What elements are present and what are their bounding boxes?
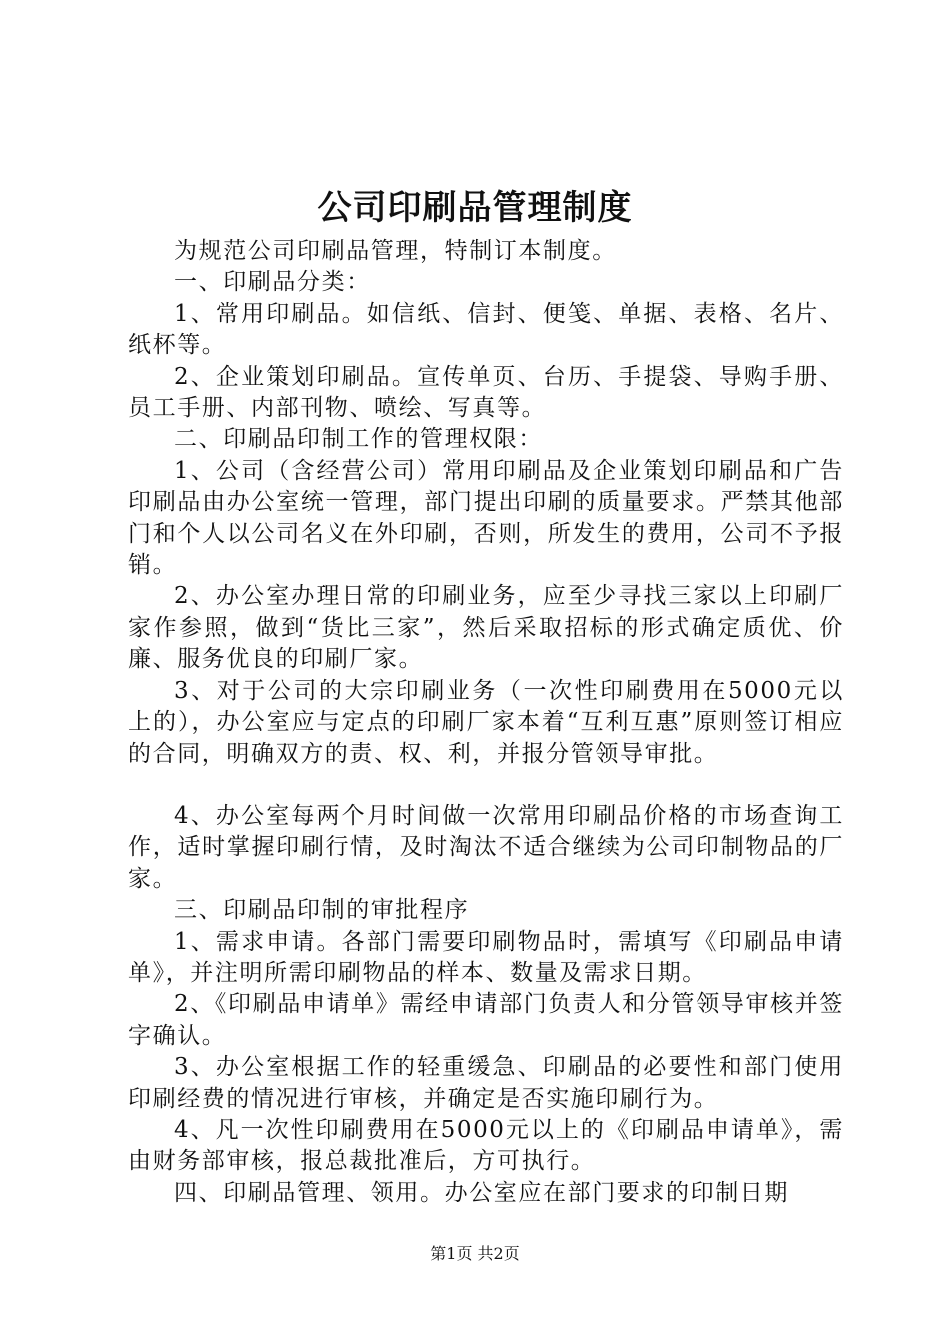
- paragraph: 1、公司（含经营公司）常用印刷品及企业策划印刷品和广告印刷品由办公室统一管理，部门提出印刷的质量要求。严禁其他部门和个人以公司名义在外印刷，否则，所发生的费用，公司不予报销。: [128, 457, 844, 579]
- paragraph: 3、办公室根据工作的轻重缓急、印刷品的必要性和部门使用印刷经费的情况进行审核，并确定是否实施印刷行为。: [128, 1054, 844, 1112]
- paragraph: 2、《印刷品申请单》需经申请部门负责人和分管领导审核并签字确认。: [128, 991, 844, 1049]
- document-body: [128, 236, 844, 1209]
- paragraph: 4、凡一次性印刷费用在5000元以上的《印刷品申请单》，需由财务部审核，报总裁批准后，方可执行。: [128, 1116, 844, 1175]
- paragraph: 1、常用印刷品。如信纸、信封、便笺、单据、表格、名片、纸杯等。: [128, 300, 844, 359]
- section-heading-3: 三、印刷品印制的审批程序: [174, 897, 470, 924]
- paragraph-intro: 为规范公司印刷品管理，特制订本制度。: [174, 238, 617, 264]
- page-number-footer: 第1页 共2页: [430, 1244, 520, 1263]
- section-heading-1: 一、印刷品分类：: [174, 269, 371, 296]
- section-heading-4: 四、印刷品管理、领用。办公室应在部门要求的印制日期: [174, 1179, 789, 1206]
- document-title: 公司印刷品管理制度: [317, 188, 633, 228]
- paragraph: 2、企业策划印刷品。宣传单页、台历、手提袋、导购手册、员工手册、内部刊物、喷绘、写真等。: [128, 363, 844, 422]
- paragraph: 1、需求申请。各部门需要印刷物品时，需填写《印刷品申请单》，并注明所需印刷物品的样本、数量及需求日期。: [128, 928, 844, 986]
- paragraph: 3、对于公司的大宗印刷业务（一次性印刷费用在5000元以上的），办公室应与定点的印刷厂家本着“互利互惠”原则签订相应的合同，明确双方的责、权、利，并报分管领导审批。: [128, 677, 844, 767]
- paragraph: 4、办公室每两个月时间做一次常用印刷品价格的市场查询工作，适时掌握印刷行情，及时淘汰不适合继续为公司印制物品的厂家。: [128, 802, 844, 892]
- paragraph: 2、办公室办理日常的印刷业务，应至少寻找三家以上印刷厂家作参照，做到“货比三家”，然后采取招标的形式确定质优、价廉、服务优良的印刷厂家。: [128, 583, 844, 673]
- section-heading-2: 二、印刷品印制工作的管理权限：: [174, 426, 543, 453]
